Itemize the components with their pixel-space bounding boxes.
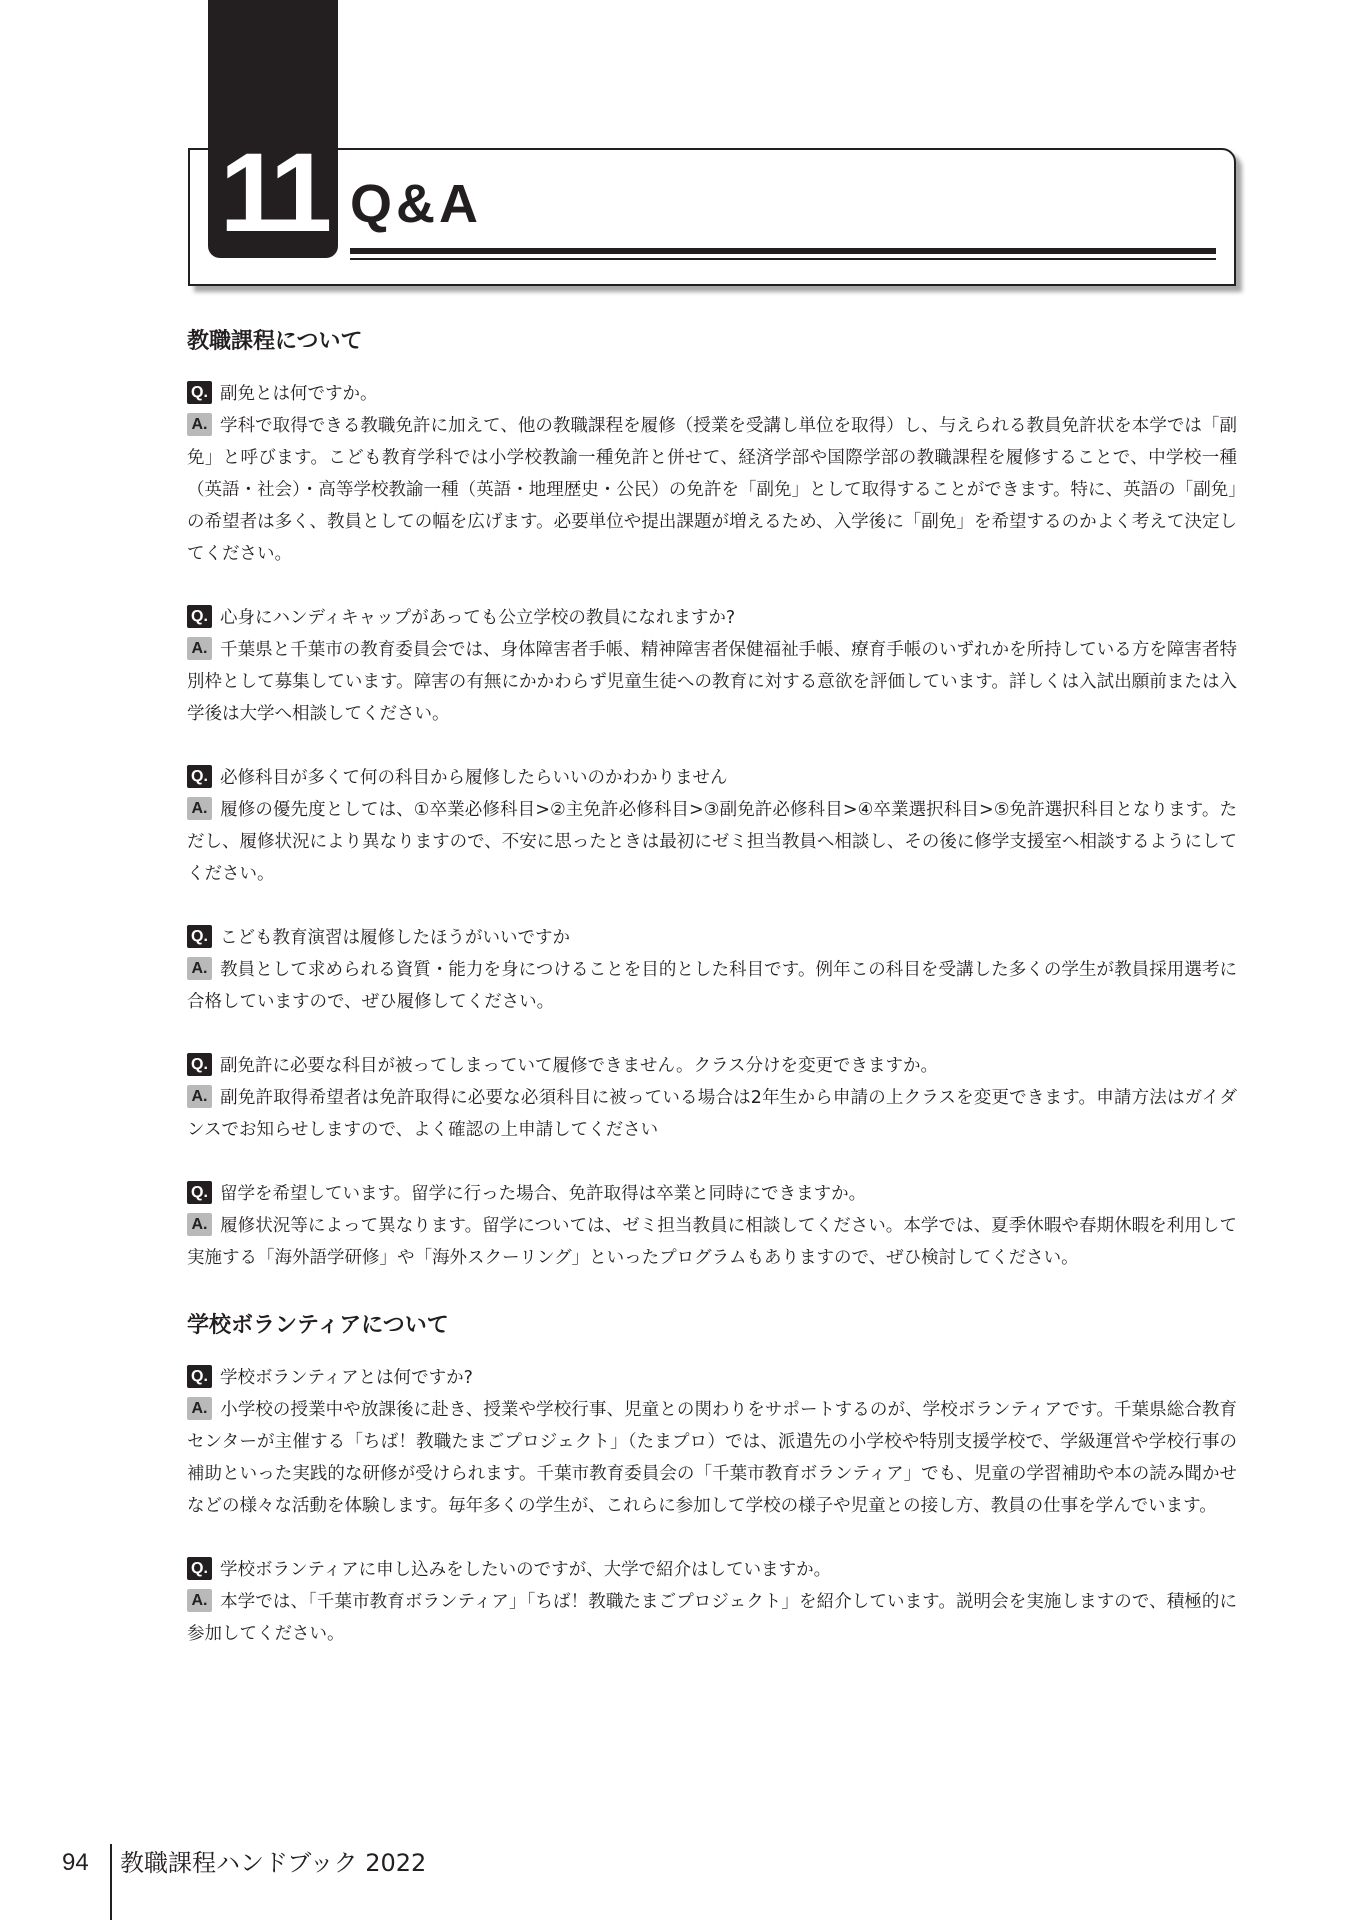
qa-item [187,1362,1237,1522]
footer-divider [110,1844,112,1920]
footer-title: 教職課程ハンドブック 2022 [120,1849,427,1877]
answer [187,1082,1237,1146]
question [187,602,1237,634]
answer [187,1394,1237,1522]
question-text: 留学を希望しています。留学に行った場合、免許取得は卒業と同時にできますか。 [220,1184,867,1204]
question [187,922,1237,954]
question [187,1362,1237,1394]
question-text: 必修科目が多くて何の科目から履修したらいいのかわかりません [220,768,728,788]
answer-text: 千葉県と千葉市の教育委員会では、身体障害者手帳、精神障害者保健福祉手帳、療育手帳のいずれかを所持している方を障害者特別枠として募集しています。障害の有無にかかわらず児童生徒への教育に対する意欲を評価しています。詳しくは入試出願前または入学後は大学へ相談してください。 [187,640,1237,724]
question [187,762,1237,794]
chapter-title: Q&A [350,174,482,234]
question [187,1554,1237,1586]
question-badge: Q. [187,925,212,948]
question-badge: Q. [187,381,212,404]
answer-text: 教員として求められる資質・能力を身につけることを目的とした科目です。例年この科目を受講した多くの学生が教員採用選考に合格していますので、ぜひ履修してください。 [187,960,1237,1012]
question-badge: Q. [187,605,212,628]
section-title: 学校ボランティアについて [187,1313,449,1338]
qa-content [187,322,1237,1682]
question-text: 副免許に必要な科目が被ってしまっていて履修できません。クラス分けを変更できますか。 [220,1056,939,1076]
qa-item [187,1178,1237,1274]
chapter-number: 11 [219,130,327,255]
answer-text: 小学校の授業中や放課後に赴き、授業や学校行事、児童との関わりをサポートするのが、学校ボランティアです。千葉県総合教育センターが主催する「ちば！教職たまごプロジェクト」（たまプロ）では、派遣先の小学校や特別支援学校で、学級運営や学校行事の補助といった実践的な研修が受けられます。千葉市教育委員会の「千葉市教育ボランティア」でも、児童の学習補助や本の読み聞かせなどの様々な活動を体験します。毎年多くの学生が、これらに参加して学校の様子や児童との接し方、教員の仕事を学んでいます。 [187,1400,1237,1516]
page-number: 94 [62,1849,89,1876]
answer-text: 履修の優先度としては、①卒業必修科目>②主免許必修科目>③副免許必修科目>④卒業選択科目>⑤免許選択科目となります。ただし、履修状況により異なりますので、不安に思ったときは最初にゼミ担当教員へ相談し、その後に修学支援室へ相談するようにしてください。 [187,800,1237,884]
qa-item [187,602,1237,730]
question [187,1050,1237,1082]
question-badge: Q. [187,1181,212,1204]
title-rule [350,248,1216,254]
question-text: 心身にハンディキャップがあっても公立学校の教員になれますか? [220,608,736,628]
answer-text: 本学では、「千葉市教育ボランティア」「ちば！教職たまごプロジェクト」を紹介しています。説明会を実施しますので、積極的に参加してください。 [187,1592,1237,1644]
question-badge: Q. [187,1365,212,1388]
title-rule-thin [350,258,1216,260]
section-teacher-training [187,322,1237,1274]
qa-item [187,378,1237,570]
answer [187,634,1237,730]
answer [187,410,1237,570]
answer [187,954,1237,1018]
question-text: 学校ボランティアとは何ですか? [220,1368,473,1388]
answer [187,794,1237,890]
question-text: 副免とは何ですか。 [220,384,378,404]
qa-item [187,762,1237,890]
answer [187,1210,1237,1274]
question [187,378,1237,410]
answer-badge: A. [187,1085,212,1108]
answer-badge: A. [187,413,212,436]
answer-text: 履修状況等によって異なります。留学については、ゼミ担当教員に相談してください。本学では、夏季休暇や春期休暇を利用して実施する「海外語学研修」や「海外スクーリング」といったプログラムもありますので、ぜひ検討してください。 [187,1216,1237,1268]
answer-badge: A. [187,637,212,660]
answer-text: 副免許取得希望者は免許取得に必要な必須科目に被っている場合は2年生から申請の上クラスを変更できます。申請方法はガイダンスでお知らせしますので、よく確認の上申請してください [187,1088,1237,1140]
qa-item [187,922,1237,1018]
qa-item [187,1554,1237,1650]
chapter-header-box [188,148,1236,286]
question-badge: Q. [187,765,212,788]
answer [187,1586,1237,1650]
answer-badge: A. [187,957,212,980]
answer-badge: A. [187,1213,212,1236]
answer-badge: A. [187,1589,212,1612]
section-title: 教職課程について [187,329,363,354]
qa-item [187,1050,1237,1146]
answer-badge: A. [187,1397,212,1420]
section-school-volunteer [187,1306,1237,1650]
answer-text: 学科で取得できる教職免許に加えて、他の教職課程を履修（授業を受講し単位を取得）し、与えられる教員免許状を本学では「副免」と呼びます。こども教育学科では小学校教諭一種免許と併せて、経済学部や国際学部の教職課程を履修することで、中学校一種（英語・社会）・高等学校教諭一種（英語・地理歴史・公民）の免許を「副免」として取得することができます。特に、英語の「副免」の希望者は多く、教員としての幅を広げます。必要単位や提出課題が増えるため、入学後に「副免」を希望するのかよく考えて決定してください。 [187,416,1237,564]
question [187,1178,1237,1210]
question-badge: Q. [187,1557,212,1580]
question-text: こども教育演習は履修したほうがいいですか [220,928,570,948]
question-text: 学校ボランティアに申し込みをしたいのですが、大学で紹介はしていますか。 [220,1560,832,1580]
question-badge: Q. [187,1053,212,1076]
answer-badge: A. [187,797,212,820]
